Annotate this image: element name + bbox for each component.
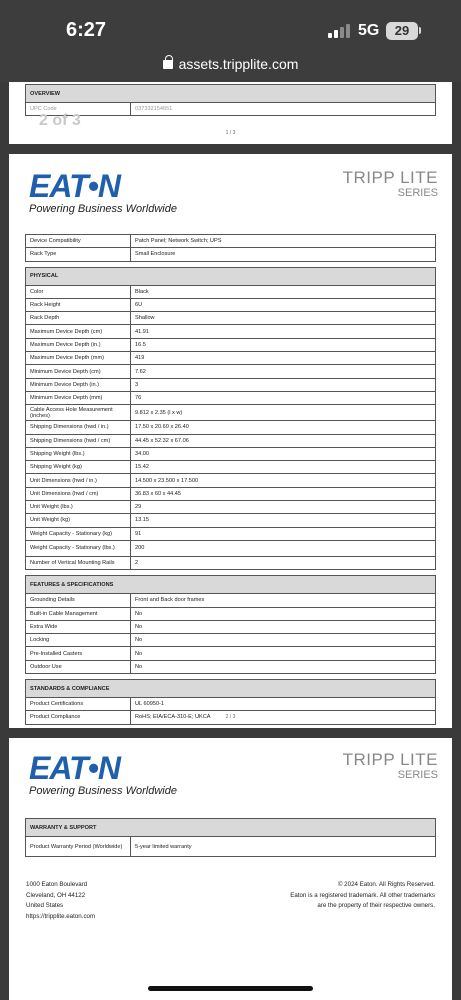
table-row: Rack Depth Shallow [26,312,436,325]
page-number: 1 / 3 [225,130,236,136]
table-row: Locking No [26,634,436,647]
table-row: Pre-Installed Casters No [26,647,436,660]
page-number: 2 / 3 [225,714,236,720]
table-row: Number of Vertical Mounting Rails 2 [26,556,436,569]
logo-wordmark: EAT•N [29,750,120,786]
table-row: Product Certifications UL 60950-1 [26,698,436,711]
table-row: Color Black [26,285,436,298]
table-row: Maximum Device Depth (in.) 16.5 [26,338,436,351]
website-link[interactable]: https://tripplite.eaton.com [26,912,96,920]
eaton-logo [29,168,177,215]
logo-wordmark: EAT•N [29,168,120,204]
legal-notice: © 2024 Eaton. All Rights Reserved. Eaton is a registered trademark. All other trademarks are the property of their respective owners. [290,881,435,909]
table-row: Maximum Device Depth (cm) 41.91 [26,325,436,338]
table-row: Product Warranty Period (Worldwide) 5-year limited warranty [26,837,436,857]
table-row: Shipping Weight (kg) 15.42 [26,461,436,474]
warranty-table [25,818,436,857]
table-row: Rack Height 6U [26,298,436,311]
table-row: Device Compatibility Patch Panel; Network Switch; UPS [26,235,436,248]
url-text: assets.tripplite.com [178,56,299,72]
table-row: Minimum Device Depth (mm) 76 [26,391,436,404]
page-indicator: 2 of 3 [39,112,81,129]
table-row: Minimum Device Depth (cm) 7.62 [26,365,436,378]
battery-tip [419,27,421,34]
series-label: TRIPP LITE SERIES [342,168,438,199]
table-row: Weight Capacity - Stationary (lbs.) 200 [26,540,436,556]
table-row: Outdoor Use No [26,660,436,673]
table-row: Grounding Details Front and Back door frames [26,594,436,607]
table-row: UPC Code 037332154651 [26,103,436,116]
lock-icon [163,60,173,69]
series-label: TRIPP LITE SERIES [342,750,438,781]
table-row: Maximum Device Depth (mm) 419 [26,352,436,365]
table-row: Cable Access Hole Measurement (inches) 9.812 x 2.35 (l x w) [26,405,436,421]
pdf-page-1[interactable] [9,82,452,144]
table-row: Unit Weight (kg) 13.15 [26,514,436,527]
table-row: Shipping Weight (lbs.) 34.00 [26,447,436,460]
table-row: Unit Dimensions (hwd / in.) 14.500 x 23.500 x 17.500 [26,474,436,487]
table-row: Shipping Dimensions (hwd / in.) 17.50 x 20.60 x 26.40 [26,421,436,434]
section-standards: STANDARDS & COMPLIANCE [26,680,436,698]
signal-icon [328,24,350,38]
logo-tagline: Powering Business Worldwide [29,785,177,797]
section-physical: PHYSICAL [26,267,436,285]
section-features: FEATURES & SPECIFICATIONS [26,576,436,594]
table-row: Weight Capacity - Stationary (kg) 91 [26,527,436,540]
home-indicator[interactable] [148,986,313,991]
overview-table [25,84,436,116]
address-bar[interactable] [0,56,461,72]
status-bar [0,0,461,82]
table-row: Product Compliance RoHS; EIA/ECA-310-E; UKCA [26,711,436,724]
pdf-page-3[interactable] [9,738,452,1000]
pdf-page-2[interactable] [9,154,452,728]
battery-icon: 29 [386,22,418,40]
logo-tagline: Powering Business Worldwide [29,203,177,215]
network-type: 5G [358,22,380,39]
clock: 6:27 [66,19,107,41]
table-row: Minimum Device Depth (in.) 3 [26,378,436,391]
specifications-table [25,234,436,725]
table-row: Unit Weight (lbs.) 29 [26,501,436,514]
eaton-logo [29,750,177,797]
section-warranty: WARRANTY & SUPPORT [26,819,436,837]
table-row: Built-in Cable Management No [26,607,436,620]
table-row: Unit Dimensions (hwd / cm) 36.83 x 60 x 44.45 [26,487,436,500]
table-row: Shipping Dimensions (hwd / cm) 44.45 x 52.32 x 67.06 [26,434,436,447]
table-row: Extra Wide No [26,620,436,633]
table-row: Rack Type Small Enclosure [26,248,436,261]
company-address: 1000 Eaton Boulevard Cleveland, OH 44122 United States https://tripplite.eaton.com [26,880,95,922]
section-overview: OVERVIEW [26,85,436,103]
